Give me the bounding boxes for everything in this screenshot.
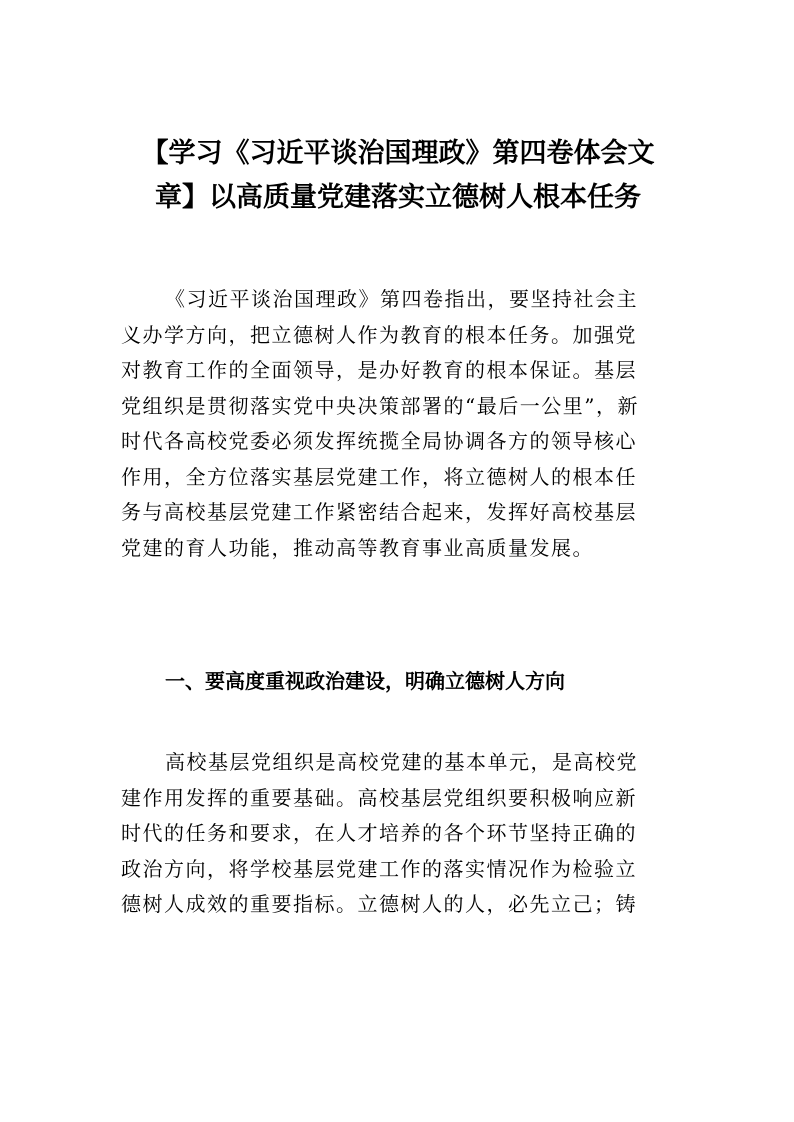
paragraph-line: 对教育工作的全面领导，是办好教育的根本保证。基层 xyxy=(121,358,637,382)
paragraph-line: 务与高校基层党建工作紧密结合起来，发挥好高校基层 xyxy=(121,500,637,524)
paragraph-line: 高校基层党组织是高校党建的基本单元，是高校党 xyxy=(165,750,638,774)
paragraph-line: 时代的任务和要求，在人才培养的各个环节坚持正确的 xyxy=(121,821,637,845)
document-title xyxy=(120,132,676,220)
paragraph-line: 义办学方向，把立德树人作为教育的根本任务。加强党 xyxy=(121,322,637,347)
paragraph-line: 德树人成效的重要指标。立德树人的人，必先立己；铸 xyxy=(121,892,637,916)
title-line: 章】以高质量党建落实立德树人根本任务 xyxy=(155,182,641,213)
paragraph-line: 时代各高校党委必须发挥统揽全局协调各方的领导核心 xyxy=(121,429,637,453)
paragraph-line: 《习近平谈治国理政》第四卷指出，要坚持社会主 xyxy=(165,287,638,311)
intro-paragraph xyxy=(121,282,677,566)
paragraph-line: 建作用发挥的重要基础。高校基层党组织要积极响应新 xyxy=(121,785,637,810)
paragraph-line: 党组织是贯彻落实党中央决策部署的“最后一公里”，新 xyxy=(121,393,639,418)
title-line: 【学习《习近平谈治国理政》第四卷体会文 xyxy=(141,138,655,169)
section-paragraph xyxy=(121,745,677,923)
paragraph-line: 作用，全方位落实基层党建工作，将立德树人的根本任 xyxy=(121,464,637,489)
section-heading: 一、要高度重视政治建设，明确立德树人方向 xyxy=(165,669,565,693)
paragraph-line: 党建的育人功能，推动高等教育事业高质量发展。 xyxy=(121,535,594,560)
paragraph-line: 政治方向，将学校基层党建工作的落实情况作为检验立 xyxy=(121,856,637,881)
